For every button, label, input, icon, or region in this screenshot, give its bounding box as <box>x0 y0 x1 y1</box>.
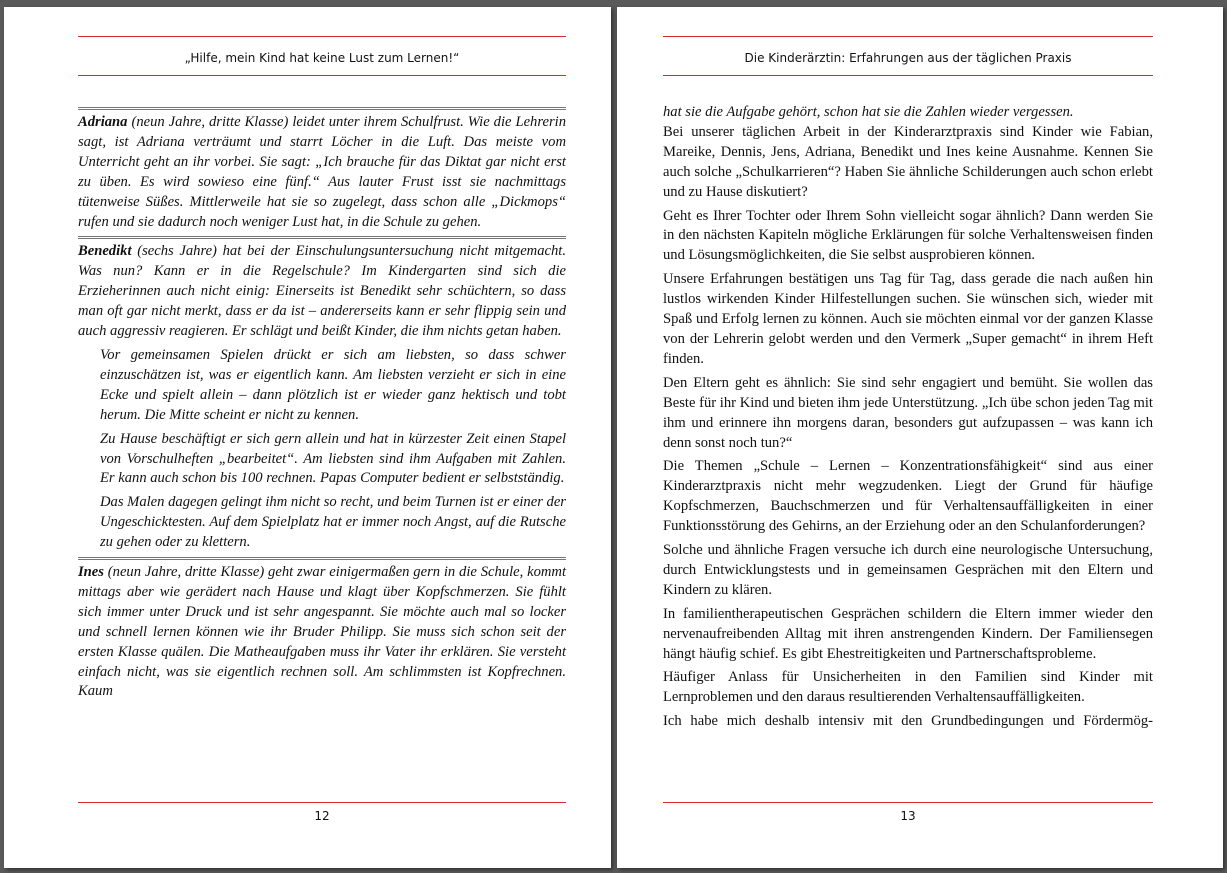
body-paragraph: Solche und ähnliche Fragen versuche ich durch eine neurologische Untersuchung, durch Entwicklungstests und in gemeinsamen Gesprächen mit den Eltern und Kindern zu klären. <box>663 542 1153 598</box>
header-rule-bottom <box>78 75 566 76</box>
case-ines <box>78 557 566 702</box>
continuation-line: hat sie die Aufgabe gehört, schon hat sie die Zahlen wieder vergessen. <box>663 104 1074 120</box>
case-name: Benedikt <box>78 243 132 260</box>
page-number-right: 13 <box>900 809 916 823</box>
body-paragraph: Ich habe mich deshalb intensiv mit den Grundbedingungen und Fördermög- <box>663 713 1153 730</box>
footer-rule <box>78 802 566 803</box>
case-benedikt <box>78 236 566 553</box>
body-paragraph: Bei unserer täglichen Arbeit in der Kinderarztpraxis sind Kinder wie Fabian, Mareike, Dennis, Jens, Adriana, Benedikt und Ines keine Ausnahme. Kennen Sie auch solche „Schulkarrieren“? Haben Sie ähnliche Schilderungen auch schon erlebt und zu Hause diskutiert? <box>663 123 1153 200</box>
body-paragraph: In familientherapeutischen Gesprächen schildern die Eltern immer wieder den nervenaufreibenden Alltag mit ihren anstrengenden Kindern. Der Familiensegen hängt häufig schief. Es gibt Ehestreitigkeiten und Partnerschaftsprobleme. <box>663 605 1153 662</box>
left-page <box>4 7 611 868</box>
case-name: Ines <box>78 564 104 581</box>
case-text: (neun Jahre, dritte Klasse) leidet unter ihrem Schulfrust. Wie die Lehrerin sagt, ist Adriana verträumt und starrt Löcher in die Luft. Das meiste vom Unterricht geht an ihr vorbei. Sie sagt: „Ich brauche für das Diktat gar nicht erst zu üben. Es wird sowieso eine fünf.“ Aus lauter Frust isst sie nachmittags tütenweise Süßes. Mittlerweile hat sie so zugelegt, dass schon alle „Dickmops“ rufen und sie dadurch noch weniger Lust hat, in die Schule zu gehen. <box>78 114 566 230</box>
left-page-body <box>78 107 566 706</box>
footer-rule <box>663 802 1153 803</box>
running-head-left: „Hilfe, mein Kind hat keine Lust zum Lernen!“ <box>184 51 460 65</box>
right-page-body <box>663 103 1153 736</box>
case-subparagraph: Das Malen dagegen gelingt ihm nicht so recht, und beim Turnen ist er einer der Ungeschicktesten. Auf dem Spielplatz hat er immer noch Angst, auf die Rutsche zu gehen oder zu klettern. <box>100 494 566 551</box>
case-text: (sechs Jahre) hat bei der Einschulungsuntersuchung nicht mitgemacht. Was nun? Kann er in die Regelschule? Im Kindergarten sind sich die Erzieherinnen auch nicht einig: Einerseits ist Benedikt sehr schüchtern, so dass man oft gar nicht merkt, dass er da ist – andererseits kann er sehr flippig sein und auch aggressiv reagieren. Er schlägt und beißt Kinder, die ihm nichts getan haben. <box>78 243 566 340</box>
body-paragraph: Geht es Ihrer Tochter oder Ihrem Sohn vielleicht sogar ähnlich? Dann werden Sie in den nächsten Kapiteln mögliche Erklärungen für solche Verhaltensweisen finden und Lösungsmöglichkeiten, die Sie selbst ausprobieren können. <box>663 207 1153 264</box>
body-paragraph: Unsere Erfahrungen bestätigen uns Tag für Tag, dass gerade die nach außen hin lustlos wirkenden Kinder Hilfestellungen suchen. Sie wünschen sich, wieder mit Spaß und Erfolg lernen zu können. Auch sie möchten einmal vor der ganzen Klasse von der Lehrerin gelobt werden und den Vermerk „Super gemacht“ in ihrem Heft finden. <box>663 271 1153 367</box>
body-paragraph: Häufiger Anlass für Unsicherheiten in den Familien sind Kinder mit Lernproblemen und den daraus resultierenden Verhaltensauffälligkeiten. <box>663 669 1153 706</box>
running-head-right: Die Kinderärztin: Erfahrungen aus der täglichen Praxis <box>744 51 1072 65</box>
case-subparagraph: Zu Hause beschäftigt er sich gern allein und hat in kürzester Zeit einen Stapel von Vorschulheften „bearbeitet“. Am liebsten sind ihm Aufgaben mit Zahlen. Er kann auch schon bis 100 rechnen. Papas Computer bedient er selbstständig. <box>100 430 566 487</box>
header-rule-bottom <box>663 75 1153 76</box>
header-rule-top <box>663 36 1153 37</box>
header-rule-top <box>78 36 566 37</box>
case-text: (neun Jahre, dritte Klasse) geht zwar einigermaßen gern in die Schule, kommt mittags aber wie gerädert nach Hause und klagt über Kopfschmerzen. Sie fühlt sich immer unter Druck und ist sehr angespannt. Sie möchte auch mal so locker und schnell lernen können wie ihr Bruder Philipp. Sie muss sich schon seit der ersten Klasse quälen. Die Matheaufgaben muss ihr Vater ihr erklären. Sie versteht einfach nicht, was sie eigentlich rechnen soll. Am schlimmsten ist Kopfrechnen. Kaum <box>78 564 566 700</box>
page-number-left: 12 <box>314 809 330 823</box>
case-name: Adriana <box>78 114 128 130</box>
case-adriana <box>78 107 566 232</box>
body-paragraph: Den Eltern geht es ähnlich: Sie sind sehr engagiert und bemüht. Sie wollen das Beste für ihr Kind und bieten ihm jede Unterstützung. „Ich übe schon jeden Tag mit ihm und erinnere ihn morgens daran, besonders gut aufzupassen – was kann ich denn sonst noch tun?“ <box>663 374 1153 451</box>
case-subparagraph: Vor gemeinsamen Spielen drückt er sich am liebsten, so dass schwer einzuschätzen ist, was er eigentlich kann. Am liebsten verzieht er sich in eine Ecke und spielt allein – dann plötzlich ist er wieder ganz hektisch und tobt herum. Die Mitte scheint er nicht zu kennen. <box>100 346 566 423</box>
right-page <box>617 7 1223 868</box>
body-paragraph: Die Themen „Schule – Lernen – Konzentrationsfähigkeit“ sind aus einer Kinderarztpraxis nicht mehr wegzudenken. Liegt der Grund für häufige Kopfschmerzen, Bauchschmerzen und für Verhaltensauffälligkeiten in einer Funktionsstörung des Gehirns, an der Erziehung oder an den Schulanforderungen? <box>663 458 1153 535</box>
